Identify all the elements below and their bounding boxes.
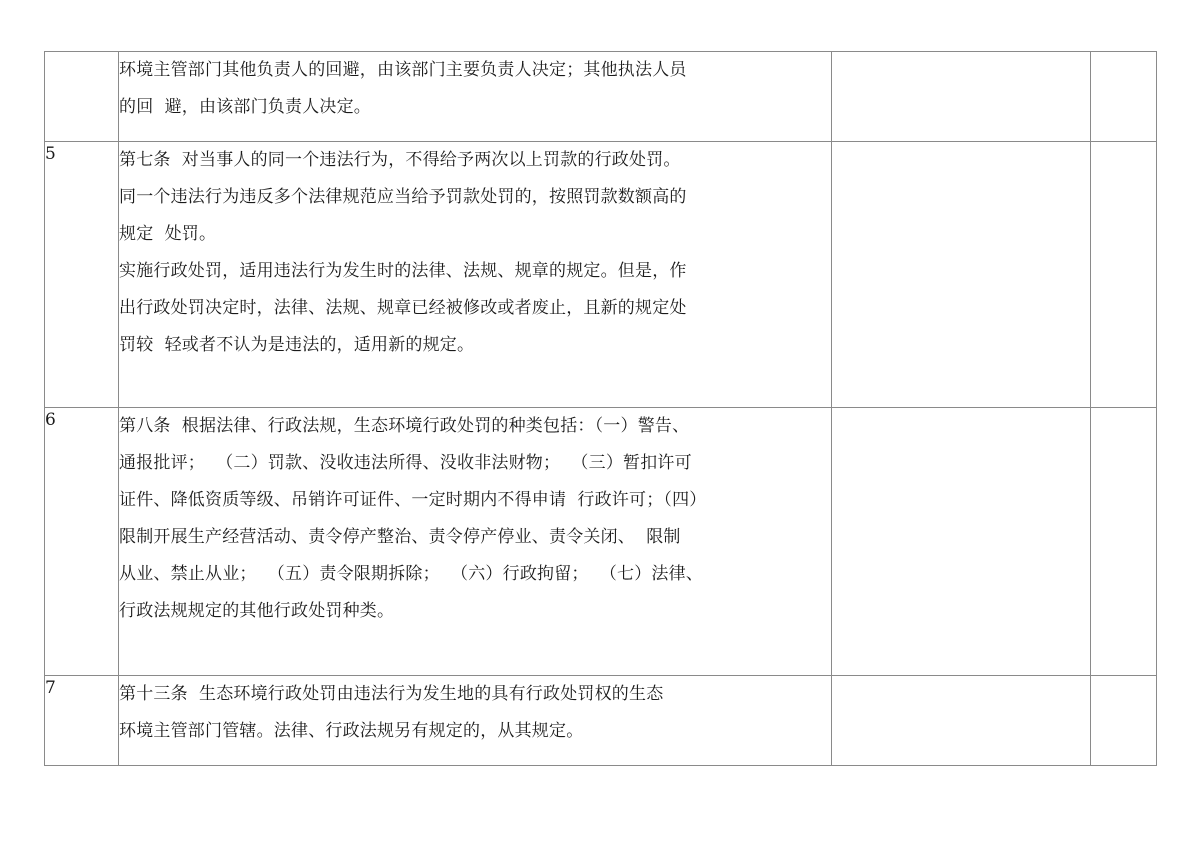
regulation-table xyxy=(44,51,1157,766)
row-number: 6 xyxy=(45,408,119,676)
table-row xyxy=(45,676,1157,766)
text-line: 第八条 根据法律、行政法规，生态环境行政处罚的种类包括：（一）警告、 xyxy=(119,416,690,436)
text-line: 限制开展生产经营活动、责令停产整治、责令停产停业、责令关闭、 限制 xyxy=(119,527,681,547)
text-line: 行政法规规定的其他行政处罚种类。 xyxy=(119,601,395,621)
table-row xyxy=(45,142,1157,408)
text-line: 环境主管部门管辖。法律、行政法规另有规定的，从其规定。 xyxy=(119,721,584,741)
clause-text xyxy=(119,52,832,142)
clause-text xyxy=(119,408,832,676)
empty-cell xyxy=(1091,52,1157,142)
clause-text xyxy=(119,676,832,766)
table-row xyxy=(45,408,1157,676)
empty-cell xyxy=(832,676,1091,766)
empty-cell xyxy=(832,408,1091,676)
clause-text xyxy=(119,142,832,408)
text-line: 规定 处罚。 xyxy=(119,224,217,244)
row-number: 7 xyxy=(45,676,119,766)
empty-cell xyxy=(1091,142,1157,408)
text-line: 同一个违法行为违反多个法律规范应当给予罚款处罚的，按照罚款数额高的 xyxy=(119,187,687,207)
text-line: 罚较 轻或者不认为是违法的，适用新的规定。 xyxy=(119,335,475,355)
text-line: 通报批评； （二）罚款、没收违法所得、没收非法财物； （三）暂扣许可 xyxy=(119,453,692,473)
text-line: 环境主管部门其他负责人的回避，由该部门主要负责人决定；其他执法人员 xyxy=(119,60,687,80)
empty-cell xyxy=(1091,408,1157,676)
table-row xyxy=(45,52,1157,142)
text-line: 实施行政处罚，适用违法行为发生时的法律、法规、规章的规定。但是，作 xyxy=(119,261,687,281)
empty-cell xyxy=(1091,676,1157,766)
text-line: 的回 避，由该部门负责人决定。 xyxy=(119,97,372,117)
row-number: 5 xyxy=(45,142,119,408)
text-line: 证件、降低资质等级、吊销许可证件、一定时期内不得申请 行政许可；（四） xyxy=(119,490,707,510)
empty-cell xyxy=(832,52,1091,142)
text-line: 从业、禁止从业； （五）责令限期拆除； （六）行政拘留； （七）法律、 xyxy=(119,564,704,584)
text-line: 第七条 对当事人的同一个违法行为，不得给予两次以上罚款的行政处罚。 xyxy=(119,150,681,170)
text-line: 第十三条 生态环境行政处罚由违法行为发生地的具有行政处罚权的生态 xyxy=(119,684,664,704)
empty-cell xyxy=(832,142,1091,408)
row-number xyxy=(45,52,119,142)
text-line: 出行政处罚决定时，法律、法规、规章已经被修改或者废止，且新的规定处 xyxy=(119,298,687,318)
